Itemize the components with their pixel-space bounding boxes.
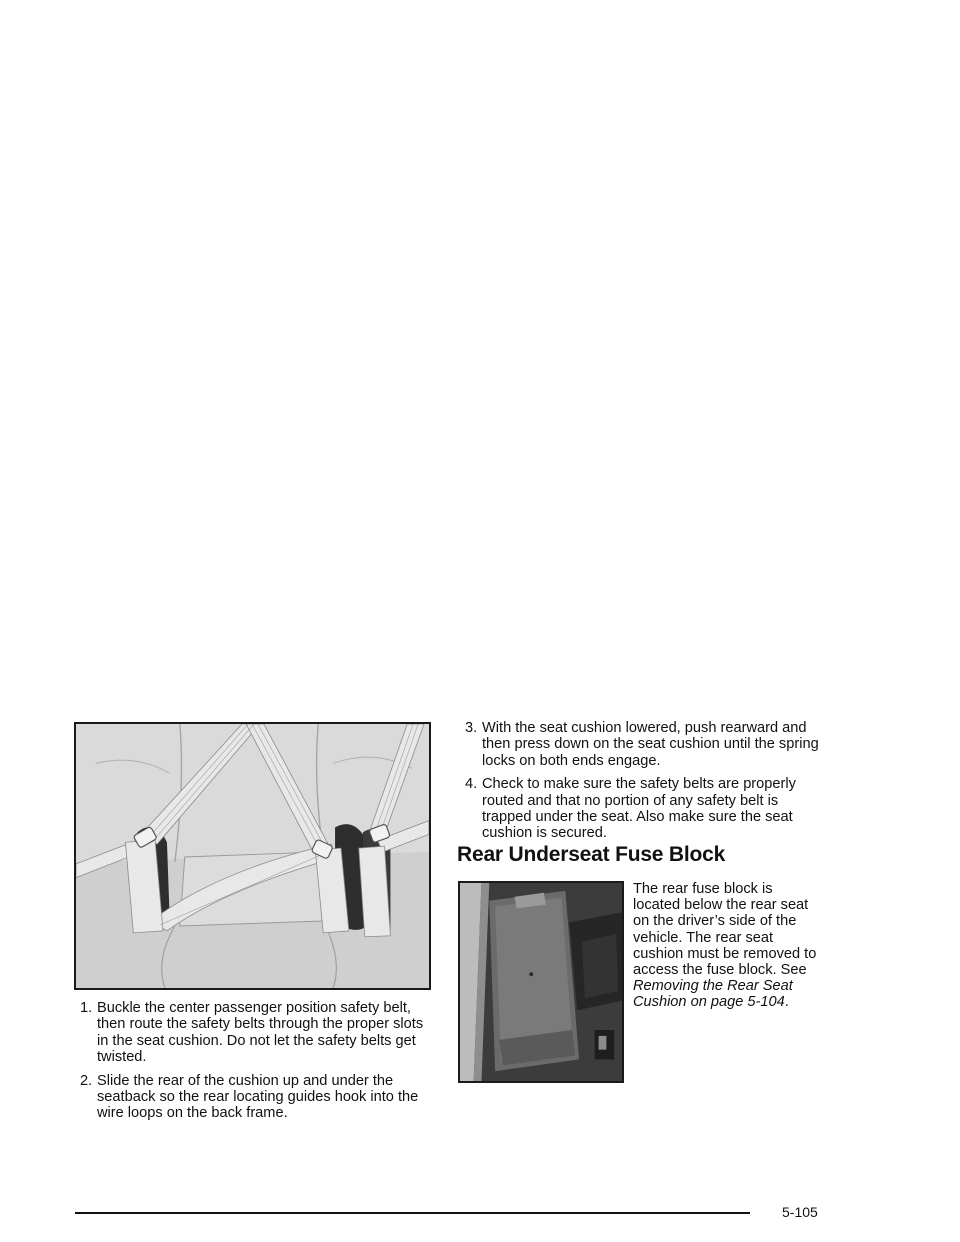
step-text: Buckle the center passenger position safety belt, then route the safety belts through the proper slots in the seat cushion. Do not let the safety belts get twisted.: [97, 1000, 424, 1066]
fuse-block-description: [633, 881, 818, 1011]
seat-belt-drawing: [76, 724, 429, 988]
step-2: [80, 1073, 430, 1122]
right-steps: [465, 720, 821, 849]
step-text: Check to make sure the safety belts are properly routed and that no portion of any safety belt is trapped under the seat. Also make sure the seat cushion is secured.: [482, 776, 796, 842]
step-text: With the seat cushion lowered, push rearward and then press down on the seat cushion until the spring locks on both ends engage.: [482, 720, 819, 769]
fuse-block-photo: [458, 881, 624, 1083]
left-steps: [80, 1000, 430, 1129]
step-4: [465, 776, 821, 842]
fuse-block-drawing: [460, 883, 622, 1081]
section-heading: Rear Underseat Fuse Block: [457, 843, 726, 866]
step-number: 1.: [80, 1000, 93, 1016]
step-number: 2.: [80, 1072, 93, 1089]
description-text: The rear fuse block is located below the rear seat on the driver’s side of the vehicle. The rear seat cushion must be removed to access the fuse block. See: [633, 881, 817, 979]
step-3: [465, 720, 821, 769]
description-end: .: [784, 994, 789, 1011]
cross-reference-link[interactable]: Removing the Rear Seat Cushion on page 5-104: [633, 978, 793, 1011]
step-number: 3.: [465, 720, 478, 736]
step-1: [80, 1000, 430, 1066]
seat-belt-illustration: [74, 722, 431, 990]
page-number: 5-105: [782, 1204, 818, 1220]
footer-rule: [75, 1212, 750, 1214]
step-text: Slide the rear of the cushion up and under the seatback so the rear locating guides hook into the wire loops on the back frame.: [97, 1072, 419, 1122]
step-number: 4.: [465, 776, 478, 793]
